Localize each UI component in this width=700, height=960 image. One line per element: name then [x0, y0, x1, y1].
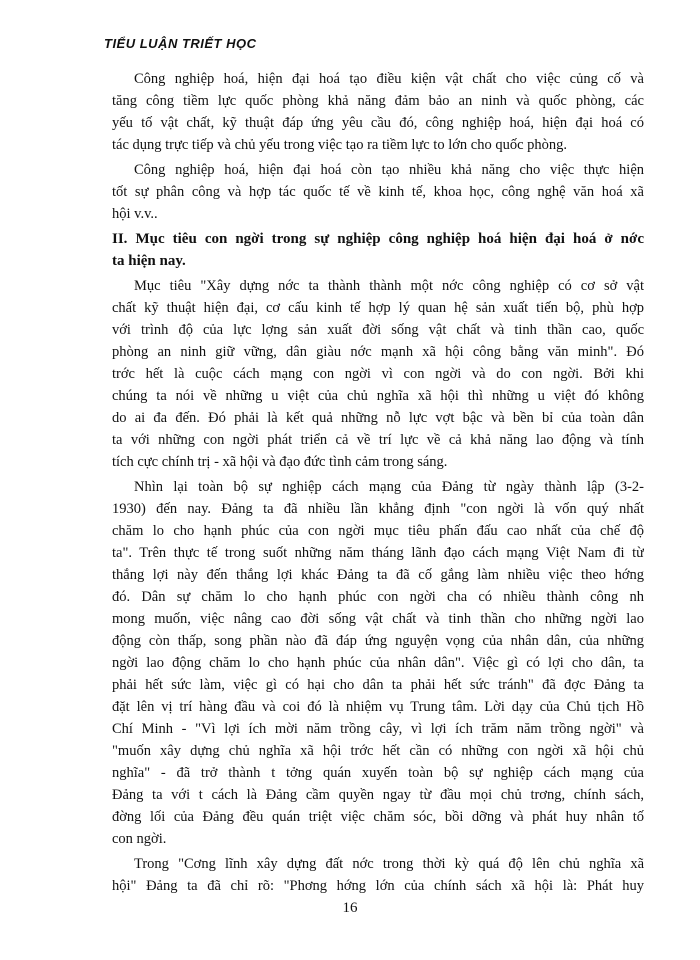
text-line: với trình độ của lực lợng sản xuất đời sống vật chất và tinh thần cao, quốc: [112, 322, 644, 338]
text-line: phòng an ninh giữ vững, dân giàu nớc mạnh xã hội công bằng văn minh". Đó: [112, 344, 644, 360]
text-line: nghĩa" - đã trở thành t tởng quán xuyến toàn bộ sự nghiệp cách mạng của: [112, 765, 644, 781]
text-line: Nhìn lại toàn bộ sự nghiệp cách mạng của Đảng từ ngày thành lập (3-2-: [134, 479, 644, 495]
text-line: ta". Trên thực tế trong suốt những năm tháng lãnh đạo cách mạng Việt Nam đi từ: [112, 545, 644, 561]
text-line: động còn thấp, song phần nào đã đáp ứng nguyện vọng của nhân dân, của những: [112, 633, 644, 649]
text-line: chất kỹ thuật hiện đại, cơ cấu kinh tế hợp lý quan hệ sản xuất tiến bộ, phù hợp: [112, 300, 644, 316]
text-line: do ai đa đến. Đó phải là kết quả những nỗ lực vợt bậc và bền bỉ của toàn dân: [112, 410, 644, 426]
paragraph: [112, 159, 644, 225]
text-line: đó. Dân sự chăm lo cho hạnh phúc con ngời cha có nhiều thành công nh: [112, 589, 644, 605]
text-line: II. Mục tiêu con ngời trong sự nghiệp công nghiệp hoá hiện đại hoá ở nớc: [112, 231, 644, 247]
text-line: con ngời.: [112, 831, 167, 847]
text-line: tích cực chính trị - xã hội và đạo đức tình cảm trong sáng.: [112, 454, 448, 470]
paragraph: [112, 853, 644, 897]
text-line: hội" Đảng ta đã chỉ rõ: "Phơng hớng lớn của chính sách xã hội là: Phát huy: [112, 878, 644, 894]
text-line: Công nghiệp hoá, hiện đại hoá tạo điều kiện vật chất cho việc củng cố và: [134, 71, 644, 87]
text-line: đờng lối của Đảng đều quán triệt việc chăm sóc, bồi dỡng và phát huy nhân tố: [112, 809, 644, 825]
text-line: đặt lên vị trí hàng đầu và coi đó là nhiệm vụ Trung tâm. Lời dạy của Chủ tịch Hồ: [112, 699, 644, 715]
text-line: ta hiện nay.: [112, 253, 186, 269]
text-line: trớc hết là cuộc cách mạng con ngời vì con ngời và do con ngời. Bởi khi: [112, 366, 644, 382]
text-line: Trong "Cơng lĩnh xây dựng đất nớc trong thời kỳ quá độ lên chủ nghĩa xã: [134, 856, 644, 872]
text-line: tác dụng trực tiếp và chủ yếu trong việc tạo ra tiềm lực to lớn cho quốc phòng.: [112, 137, 568, 153]
text-line: ta với những con ngời phát triển cả về trí lực về cả khả năng lao động và tính: [112, 432, 644, 448]
text-line: mong muốn, việc nâng cao đời sống vật chất và tinh thần cho những ngời lao: [112, 611, 644, 627]
paragraph: [112, 68, 644, 156]
text-line: hội v.v..: [112, 206, 158, 222]
text-line: chăm lo cho hạnh phúc của con ngời mục tiêu phấn đấu cao nhất của chế độ: [112, 523, 644, 539]
text-line: ngời lao động chăm lo cho hạnh phúc của nhân dân". Việc gì có lợi cho dân, ta: [112, 655, 644, 671]
text-line: 1930) đến nay. Đảng ta đã nhiều lần khẳng định "con ngời là vốn quý nhất: [112, 501, 644, 517]
text-line: yếu tố vật chất, kỹ thuật đáp ứng yêu cầu đó, công nghiệp hoá, hiện đại hoá có: [112, 115, 644, 131]
paragraph: [112, 476, 644, 850]
section-heading: [112, 228, 644, 272]
text-line: thắng lợi này đến thắng lợi khác Đảng ta đã cố gắng làm nhiều việc theo hớng: [112, 567, 644, 583]
paragraph: [112, 275, 644, 473]
document-body: [112, 68, 644, 900]
running-header: TIỂU LUẬN TRIẾT HỌC: [104, 36, 257, 51]
text-line: tốt sự phân công và hợp tác quốc tế về kinh tế, khoa học, công nghệ văn hoá xã: [112, 184, 644, 200]
text-line: Công nghiệp hoá, hiện đại hoá còn tạo nhiều khả năng cho việc thực hiện: [134, 162, 644, 178]
text-line: Mục tiêu "Xây dựng nớc ta thành thành một nớc công nghiệp có cơ sở vật: [134, 278, 644, 294]
page-number: 16: [342, 900, 358, 916]
text-line: chúng ta nói về những u việt của chủ nghĩa xã hội thì những u việt đó không: [112, 388, 644, 404]
text-line: phải hết sức làm, việc gì có hại cho dân ta phải hết sức tránh" đã đợc Đảng ta: [112, 677, 644, 693]
text-line: Đảng ta với t cách là Đảng cầm quyền ngay từ đầu mọi chủ trơng, chính sách,: [112, 787, 644, 803]
text-line: tăng công tiềm lực quốc phòng khả năng đảm bảo an ninh và quốc phòng, các: [112, 93, 644, 109]
text-line: Chí Minh - "Vì lợi ích mời năm trồng cây, vì lợi ích trăm năm trồng ngời" và: [112, 721, 644, 737]
text-line: "muốn xây dựng chủ nghĩa xã hội trớc hết cần có những con ngời xã hội chủ: [112, 743, 644, 759]
